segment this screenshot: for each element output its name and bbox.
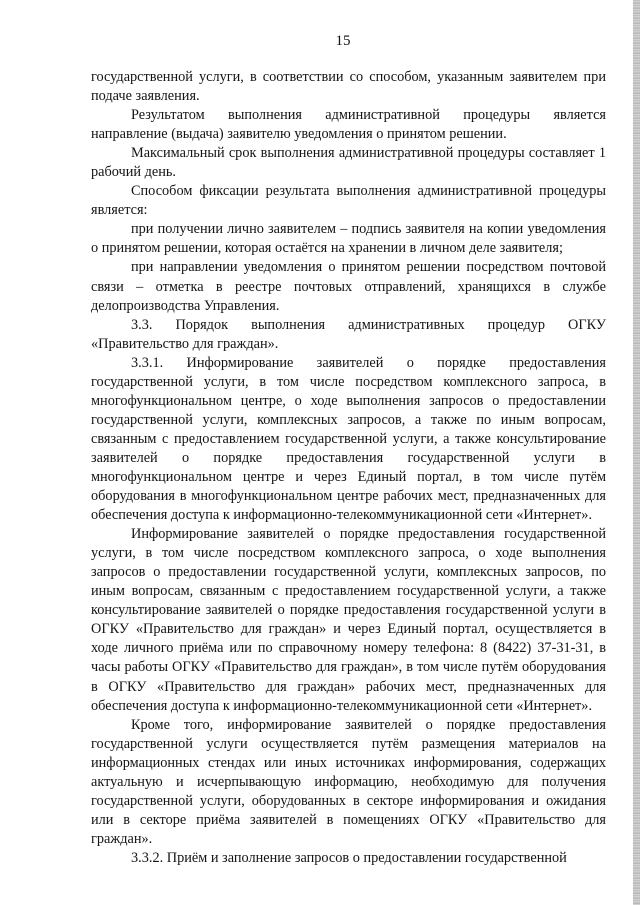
scan-edge-shadow [633, 0, 640, 905]
page-number: 15 [335, 33, 351, 49]
paragraph-stands: Кроме того, информирование заявителей о порядке предоставления государственной услуги осуществляется путём размещения материалов на информационных стендах или иных источниках информирования, содержащих актуальную и исчерпывающую информацию, необходимую для получения государственной услуги, оборудованных в секторе информирования и ожидания или в секторе приёма заявителей в помещениях ОГКУ «Правительство для граждан». [91, 716, 606, 847]
paragraph-max-term: Максимальный срок выполнения административной процедуры составляет 1 рабочий день. [91, 145, 606, 181]
paragraph-3-3-1: 3.3.1. Информирование заявителей о порядке предоставления государственной услуги, в том числе посредством комплексного запроса, в многофункциональном центре, о ходе выполнения запросов о предоставлении государственной услуги, комплексных запросов, а также по иным вопросам, связанным с предоставлением государственной услуги, а также консультирование заявителей о порядке предоставления государственной услуги в многофункциональном центре и через Единый портал, в том числе путём оборудования в многофункциональном центре рабочих мест, предназначенных для обеспечения доступа к информационно-телекоммуникационной сети «Интернет». [91, 354, 606, 524]
section-heading-3-3: 3.3. Порядок выполнения административных процедур ОГКУ «Правительство для граждан». [91, 316, 606, 352]
paragraph-result: Результатом выполнения административной процедуры является направление (выдача) заявителю уведомления о принятом решении. [91, 107, 606, 143]
paragraph-fixation-method: Способом фиксации результата выполнения административной процедуры является: [91, 183, 606, 219]
paragraph-continuation: государственной услуги, в соответствии со способом, указанным заявителем при подаче заявления. [91, 69, 606, 105]
paragraph-3-3-2: 3.3.2. Приём и заполнение запросов о предоставлении государственной [131, 849, 567, 866]
paragraph-personal-receipt: при получении лично заявителем – подпись заявителя на копии уведомления о принятом решении, которая остаётся на хранении в личном деле заявителя; [91, 221, 606, 257]
document-body [91, 68, 606, 868]
paragraph-informing: Информирование заявителей о порядке предоставления государственной услуги, в том числе посредством комплексного запроса, о ходе выполнения запросов о предоставлении государственной услуги, комплексных запросов, по иным вопросам, связанным с предоставлением государственной услуги, а также консультирование заявителей о порядке предоставления государственной услуги в ОГКУ «Правительство для граждан» и через Единый портал, осуществляется в ходе личного приёма или по справочному номеру телефона: 8 (8422) 37-31-31, в часы работы ОГКУ «Правительство для граждан», в том числе путём оборудования в ОГКУ «Правительство для граждан» рабочих мест, предназначенных для обеспечения доступа к информационно-телекоммуникационной сети «Интернет». [91, 526, 606, 714]
paragraph-postal-delivery: при направлении уведомления о принятом решении посредством почтовой связи – отметка в реестре почтовых отправлений, хранящихся в службе делопроизводства Управления. [91, 259, 606, 314]
